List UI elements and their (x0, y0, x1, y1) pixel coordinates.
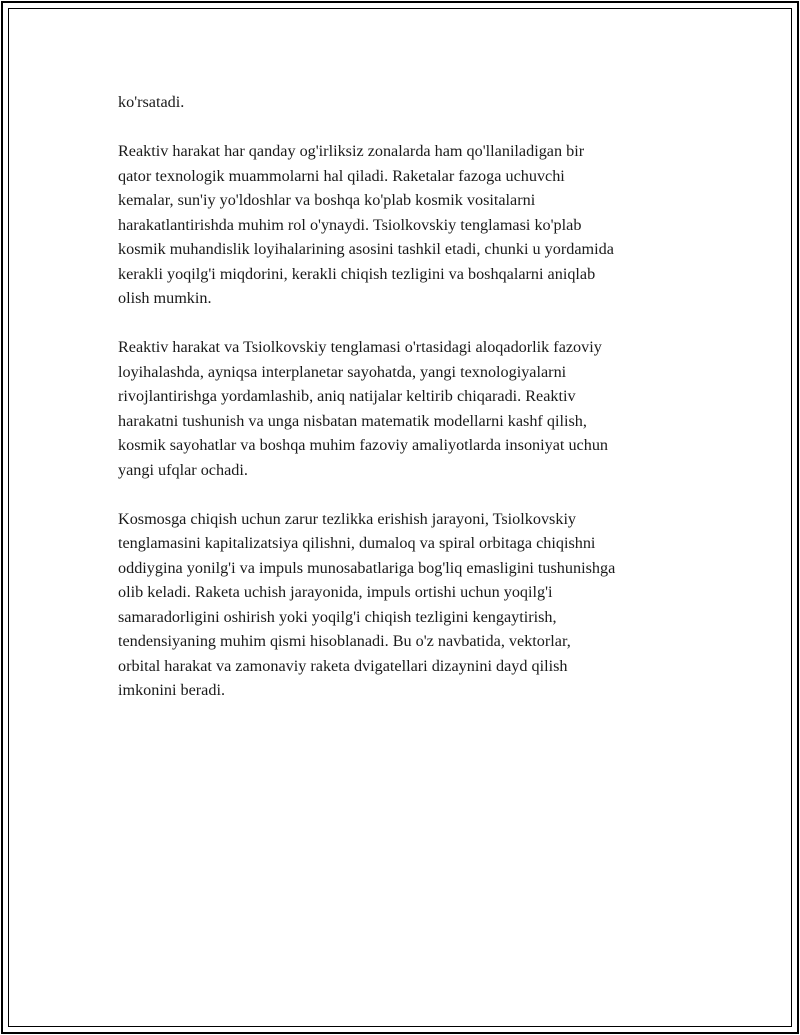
text-line: Reaktiv harakat va Tsiolkovskiy tenglamasi o'rtasidagi aloqadorlik fazoviy (118, 338, 602, 356)
text-line: kosmik muhandislik loyihalarining asosini tashkil etadi, chunki u yordamida (118, 240, 614, 258)
text-line: kemalar, sun'iy yo'ldoshlar va boshqa ko'plab kosmik vositalarni (118, 191, 536, 209)
text-line: rivojlantirishga yordamlashib, aniq natijalar keltirib chiqaradi. Reaktiv (118, 387, 576, 405)
document-body (118, 90, 688, 727)
text-line: kosmik sayohatlar va boshqa muhim fazoviy amaliyotlarda insoniyat uchun (118, 436, 609, 454)
text-line: samaradorligini oshirish yoki yoqilg'i chiqish tezligini kengaytirish, (118, 607, 557, 626)
paragraph-4 (118, 507, 688, 703)
text-line: loyihalashda, ayniqsa interplanetar sayohatda, yangi texnologiyalarni (118, 362, 567, 381)
paragraph-2 (118, 139, 688, 311)
text-line: harakatlantirishda muhim rol o'ynaydi. Tsiolkovskiy tenglamasi ko'plab (118, 215, 582, 234)
paragraph-1 (118, 90, 688, 115)
text-line: Reaktiv harakat har qanday og'irliksiz zonalarda ham qo'llaniladigan bir (118, 142, 585, 160)
text-line: kerakli yoqilg'i miqdorini, kerakli chiqish tezligini va boshqalarni aniqlab (118, 264, 596, 283)
text-line: ko'rsatadi. (118, 93, 185, 111)
text-line: olib keladi. Raketa uchish jarayonida, impuls ortishi uchun yoqilg'i (118, 583, 553, 601)
text-line: qator texnologik muammolarni hal qiladi. Raketalar fazoga uchuvchi (118, 166, 565, 185)
text-line: harakatni tushunish va unga nisbatan matematik modellarni kashf qilish, (118, 411, 587, 430)
text-line: tenglamasini kapitalizatsiya qilishni, dumaloq va spiral orbitaga chiqishni (118, 534, 596, 552)
text-line: tendensiyaning muhim qismi hisoblanadi. Bu o'z navbatida, vektorlar, (118, 632, 571, 650)
text-line: orbital harakat va zamonaviy raketa dvigatellari dizaynini dayd qilish (118, 656, 568, 675)
text-line: yangi ufqlar ochadi. (118, 460, 248, 479)
text-line: oddiygina yonilg'i va impuls munosabatlariga bog'liq emasligini tushunishga (118, 558, 616, 577)
text-line: Kosmosga chiqish uchun zarur tezlikka erishish jarayoni, Tsiolkovskiy (118, 509, 577, 528)
paragraph-3 (118, 335, 688, 482)
text-line: olish mumkin. (118, 289, 212, 307)
text-line: imkonini beradi. (118, 681, 225, 699)
